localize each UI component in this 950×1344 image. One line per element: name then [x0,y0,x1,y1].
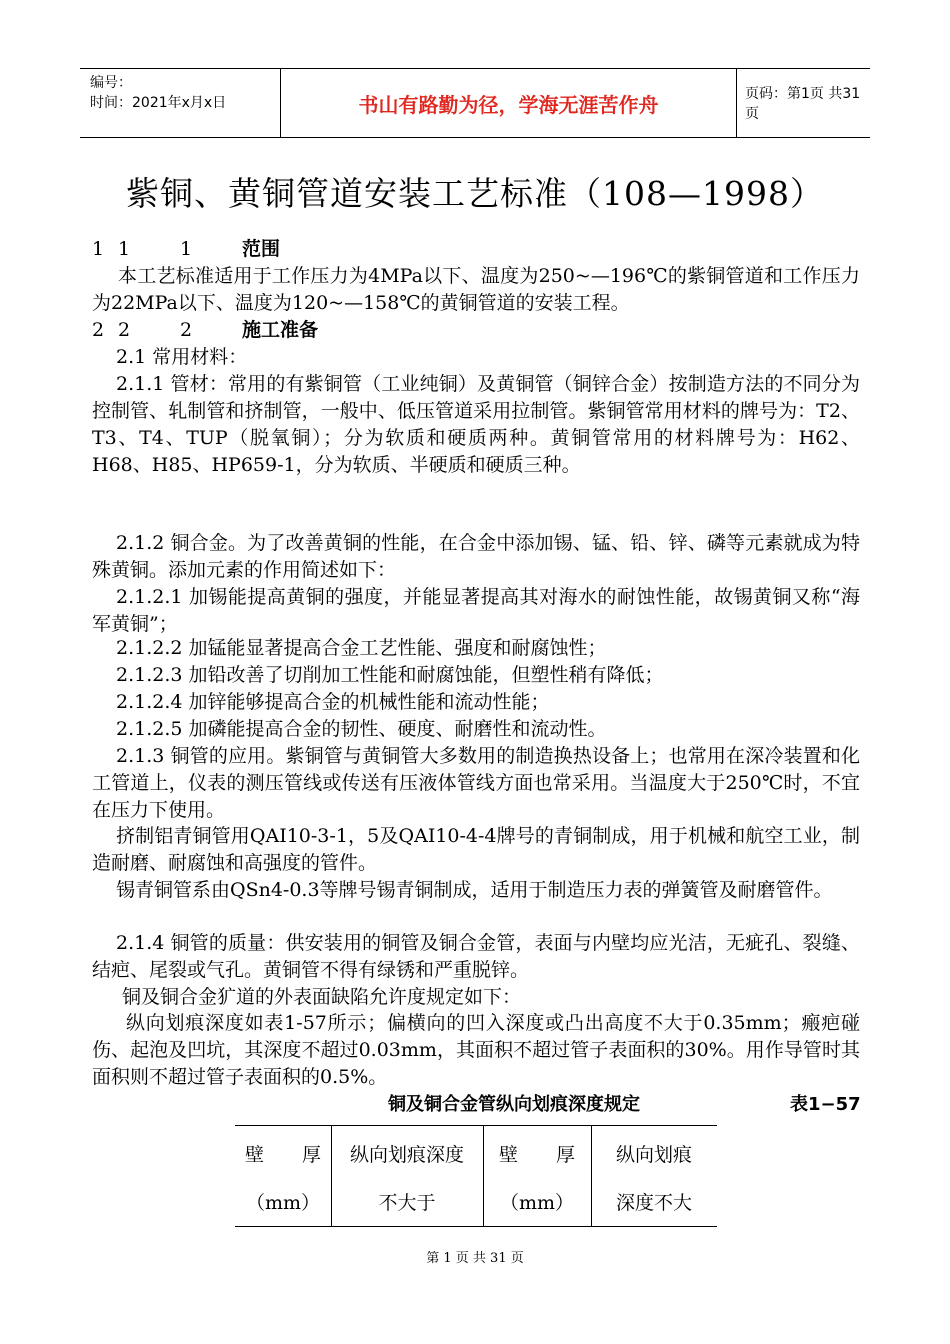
document-title: 紫铜、黄铜管道安装工艺标准（108—1998） [126,174,824,213]
paragraph: 2.1.4 铜管的质量：供安装用的铜管及铜合金管，表面与内壁均应光洁，无疵孔、裂缝、结疤、尾裂或气孔。黄铜管不得有绿锈和严重脱锌。 [92,932,860,981]
paragraph: 锡青铜管系由QSn4-0.3等牌号锡青铜制成，适用于制造压力表的弹簧管及耐磨管件。 [116,879,833,901]
section-number: 2 [92,319,105,341]
page-header [80,68,870,138]
serial-number-label: 编号： [90,75,132,91]
paragraph: 挤制铝青铜管用QAI10-3-1，5及QAI10-4-4牌号的青铜制成，用于机械和航空工业，制造耐磨、耐腐蚀和高强度的管件。 [92,825,860,874]
paragraph: 铜及铜合金犷道的外表面缺陷允许度规定如下： [122,986,522,1008]
paragraph: 2.1.1 管材：常用的有紫铜管（工业纯铜）及黄铜管（铜锌合金）按制造方法的不同分为控制管、轧制管和挤制管，一般中、低压管道采用拉制管。紫铜管常用材料的牌号为：T2、T3、T4、TUP（脱氧铜）；分为软质和硬质两种。黄铜管常用的材料牌号为：H62、H68、H85、HP659-1，分为软质、半硬质和硬质三种。 [92,373,860,476]
table-caption: 铜及铜合金管纵向划痕深度规定 [388,1094,640,1115]
paragraph: 2.1.2.3 加铅改善了切削加工性能和耐腐蚀能，但塑性稍有降低； [116,664,664,686]
section-label: 施工准备 [242,319,319,341]
section-number: 1 [92,238,105,260]
section-label: 范围 [242,238,281,260]
paragraph: 2.1.2.4 加锌能够提高合金的机械性能和流动性能； [116,691,550,713]
section-heading-scope [92,236,280,263]
table-header-cell [483,1126,591,1226]
data-table [235,1125,717,1227]
paragraph: 纵向划痕深度如表1-57所示；偏横向的凹入深度或凸出高度不大于0.35mm；瘢疤碰伤、起泡及凹坑，其深度不超过0.03mm，其面积不超过管子表面积的30%。用作导管时其面积则不超过管子表面积的0.5%。 [92,1012,860,1088]
table-header-text: （mm） [245,1192,321,1214]
table-header-cell [591,1126,717,1226]
table-header-text: 不大于 [378,1192,436,1214]
page-footer: 第 1 页 共 31 页 [426,1251,524,1266]
table-header-text: 壁 厚 [244,1144,321,1166]
paragraph: 2.1.2.2 加锰能显著提高合金工艺性能、强度和耐腐蚀性； [116,637,607,659]
table-header-text: 纵向划痕深度 [349,1144,464,1166]
table-header-cell [235,1126,331,1226]
section-number: 1 [118,238,131,260]
table-header-text: 纵向划痕 [615,1144,692,1166]
header-meta [80,69,280,137]
paragraph: 2.1.2.5 加磷能提高合金的韧性、硬度、耐磨性和流动性。 [116,718,607,740]
time-label: 时间：2021年x月x日 [90,95,227,111]
table-header-text: 壁 厚 [498,1144,575,1166]
table-number: 表1−57 [790,1094,861,1115]
table-header-cell [331,1126,483,1226]
section-heading-preparation [92,317,318,344]
header-page-info: 页码：第1页 共31页 [745,86,861,122]
paragraph: 本工艺标准适用于工作压力为4MPa以下、温度为250~—196℃的紫铜管道和工作压力为22MPa以下、温度为120~—158℃的黄铜管道的安装工程。 [92,265,860,314]
paragraph: 2.1.3 铜管的应用。紫铜管与黄铜管大多数用的制造换热设备上；也常用在深冷装置和化工管道上，仪表的测压管线或传送有压液体管线方面也常采用。当温度大于250℃时，不宜在压力下使用。 [92,745,860,821]
section-number: 2 [118,319,131,341]
header-motto: 书山有路勤为径，学海无涯苦作舟 [280,69,737,137]
table-header-text: 深度不大 [615,1192,692,1214]
section-number: 2 [180,319,193,341]
paragraph: 2.1.2 铜合金。为了改善黄铜的性能，在合金中添加锡、锰、铅、锌、磷等元素就成为特殊黄铜。添加元素的作用简述如下： [92,532,860,581]
paragraph: 2.1.2.1 加锡能提高黄铜的强度，并能显著提高其对海水的耐蚀性能，故锡黄铜又称“海军黄铜”； [92,586,860,635]
table-header-text: （mm） [499,1192,575,1214]
paragraph: 2.1 常用材料： [116,346,248,368]
section-number: 1 [180,238,193,260]
